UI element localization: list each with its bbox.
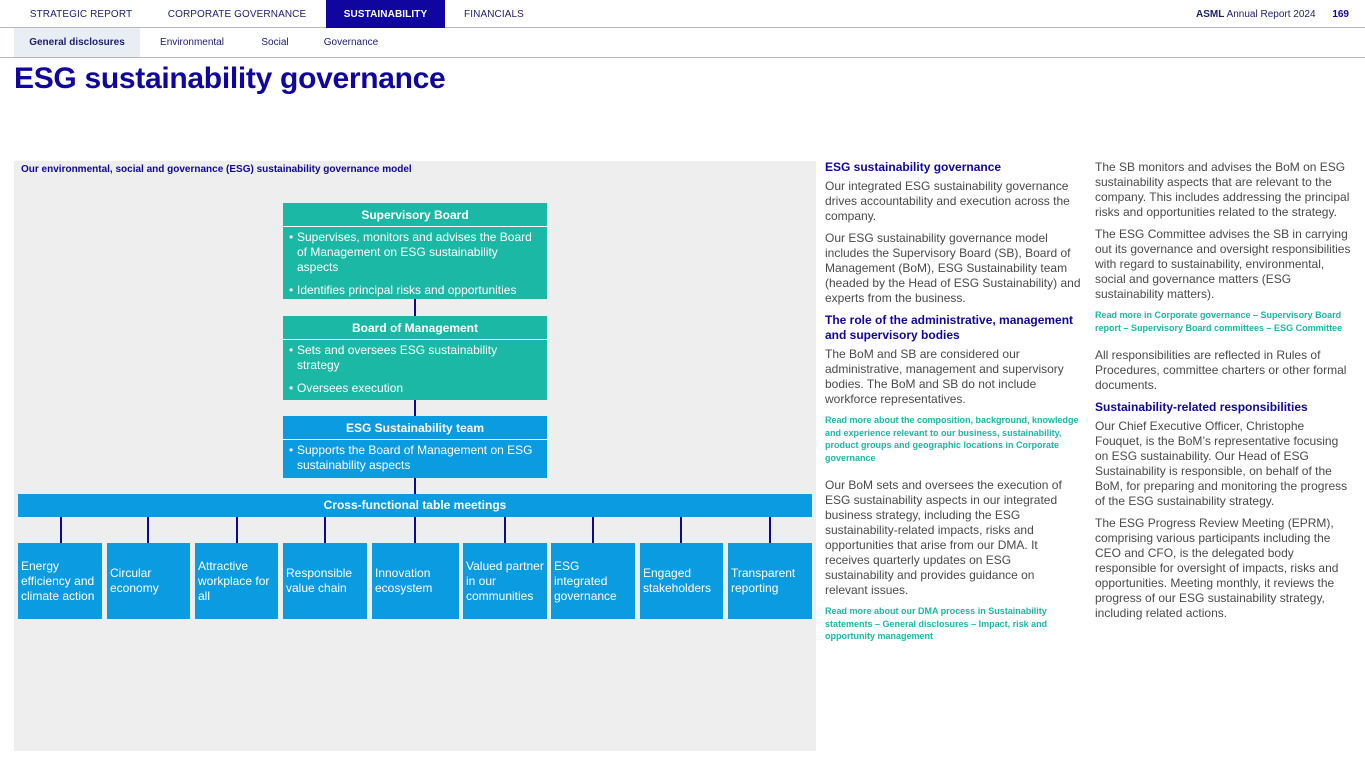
sub-navigation [0,28,1365,58]
subtab-social[interactable]: Social [261,37,289,48]
pillar-label: Innovation ecosystem [375,566,433,595]
pillar-attractive-workplace[interactable] [195,543,278,619]
pillar-label: Valued partner in our communities [466,558,544,603]
paragraph: All responsibilities are reflected in Rules of Procedures, committee charters or other formal documents. [1095,348,1347,392]
tab-corporate-governance[interactable]: CORPORATE GOVERNANCE [167,9,307,20]
top-navigation [0,0,1365,28]
subtab-general-disclosures[interactable]: General disclosures [14,28,140,57]
cross-functional-box [18,494,812,517]
paragraph: The ESG Committee advises the SB in carrying out its governance and oversight responsibilities with regard to sustainability, environmental, social and governance matters (ESG sustainability matters). [1095,227,1351,301]
tab-financials[interactable]: FINANCIALS [464,9,524,20]
esg-team-bullet: • Supports the Board of Management on ESG sustainability aspects [289,443,541,473]
section-heading: ESG sustainability governance [825,160,1002,174]
connector-line [414,298,416,316]
connector-line [592,517,594,543]
pillar-esg-integrated-governance[interactable] [551,543,635,619]
connector-line [680,517,682,543]
connector-line [147,517,149,543]
pillar-transparent-reporting[interactable] [728,543,812,619]
connector-line [504,517,506,543]
pillar-valued-partner[interactable] [463,543,547,619]
pillar-label: Circular economy [110,566,159,595]
report-brand [1196,0,1349,28]
paragraph: The SB monitors and advises the BoM on ESG sustainability aspects that are relevant to the company. This includes addressing the principal risks and opportunities related to the strategy. [1095,160,1350,219]
connector-line [414,400,416,416]
supervisory-board-bullet: • Identifies principal risks and opportunities [289,283,541,298]
pillar-label: Engaged stakeholders [643,566,712,595]
diagram-caption: Our environmental, social and governance (ESG) sustainability governance model [21,164,412,175]
connector-line [414,478,416,494]
board-of-management-bullet: • Oversees execution [289,381,541,396]
brand-name: ASML [1195,9,1225,20]
section-heading: The role of the administrative, management and supervisory bodies [825,313,1074,342]
read-more-link[interactable]: Read more in Corporate governance – Supervisory Board report – Supervisory Board committees – ESG Committee [1095,310,1343,333]
cross-functional-title: Cross-functional table meetings [323,498,507,512]
esg-team-title: ESG Sustainability team [283,416,547,440]
tab-sustainability[interactable]: SUSTAINABILITY [326,0,445,28]
paragraph: The BoM and SB are considered our administrative, management and supervisory bodies. The BoM and SB do not include workforce representatives. [825,347,1064,406]
connector-line [236,517,238,543]
read-more-link[interactable]: Read more about our DMA process in Sustainability statements – General disclosures – Impact, risk and opportunity management [825,606,1048,641]
pillar-energy-efficiency[interactable] [18,543,102,619]
paragraph: Our Chief Executive Officer, Christophe Fouquet, is the BoM’s representative focusing on ESG sustainability. Our Head of ESG Sustainability is responsible, on behalf of the BoM, for preparing and monitoring the progress of the ESG sustainability strategy. [1095,419,1348,508]
connector-line [324,517,326,543]
section-heading: Sustainability-related responsibilities [1095,400,1308,414]
page-number: 169 [1332,9,1349,20]
subtab-governance[interactable]: Governance [323,37,379,48]
report-name: Annual Report 2024 [1226,9,1316,20]
text-column-2 [1095,160,1353,628]
connector-line [769,517,771,543]
paragraph: The ESG Progress Review Meeting (EPRM), comprising various participants including the CEO and CFO, is the delegated body responsible for oversight of impacts, risks and opportunities. Meeting monthly, it reviews the progress of our ESG sustainability strategy, including related actions. [1095,516,1339,620]
read-more-link[interactable]: Read more about the composition, background, knowledge and experience relevant to our business, sustainability, product groups and geographic locations in Corporate governance [825,415,1079,463]
supervisory-board-title: Supervisory Board [283,203,547,227]
connector-line [60,517,62,543]
pillar-label: Responsible value chain [286,566,353,595]
supervisory-board-box [283,203,547,299]
pillar-label: ESG integrated governance [554,558,617,603]
page-title: ESG sustainability governance [14,62,446,95]
pillar-label: Attractive workplace for all [198,558,270,603]
board-of-management-box [283,316,547,400]
pillar-responsible-value-chain[interactable] [283,543,367,619]
board-of-management-title: Board of Management [283,316,547,340]
connector-line [414,517,416,543]
pillar-engaged-stakeholders[interactable] [640,543,723,619]
board-of-management-bullet: • Sets and oversees ESG sustainability strategy [289,343,541,373]
pillar-circular-economy[interactable] [107,543,190,619]
pillar-label: Transparent reporting [731,566,796,595]
tab-strategic-report[interactable]: STRATEGIC REPORT [29,9,133,20]
paragraph: Our integrated ESG sustainability governance drives accountability and execution across the company. [825,179,1070,223]
supervisory-board-bullet: • Supervises, monitors and advises the Board of Management on ESG sustainability aspects [289,230,541,275]
pillar-innovation-ecosystem[interactable] [372,543,459,619]
text-column-1 [825,160,1083,657]
pillar-label: Energy efficiency and climate action [21,558,95,603]
paragraph: Our BoM sets and oversees the execution of ESG sustainability aspects in our integrated business strategy, including the ESG sustainability-related impacts, risks and opportunities that arise from our DMA. It receives quarterly updates on ESG sustainability and provides guidance on relevant issues. [825,478,1062,597]
esg-sustainability-team-box [283,416,547,478]
paragraph: Our ESG sustainability governance model includes the Supervisory Board (SB), Board of Management (BoM), ESG Sustainability team (headed by the Head of ESG Sustainability) and experts from the business. [825,231,1081,305]
subtab-environmental[interactable]: Environmental [160,37,224,48]
